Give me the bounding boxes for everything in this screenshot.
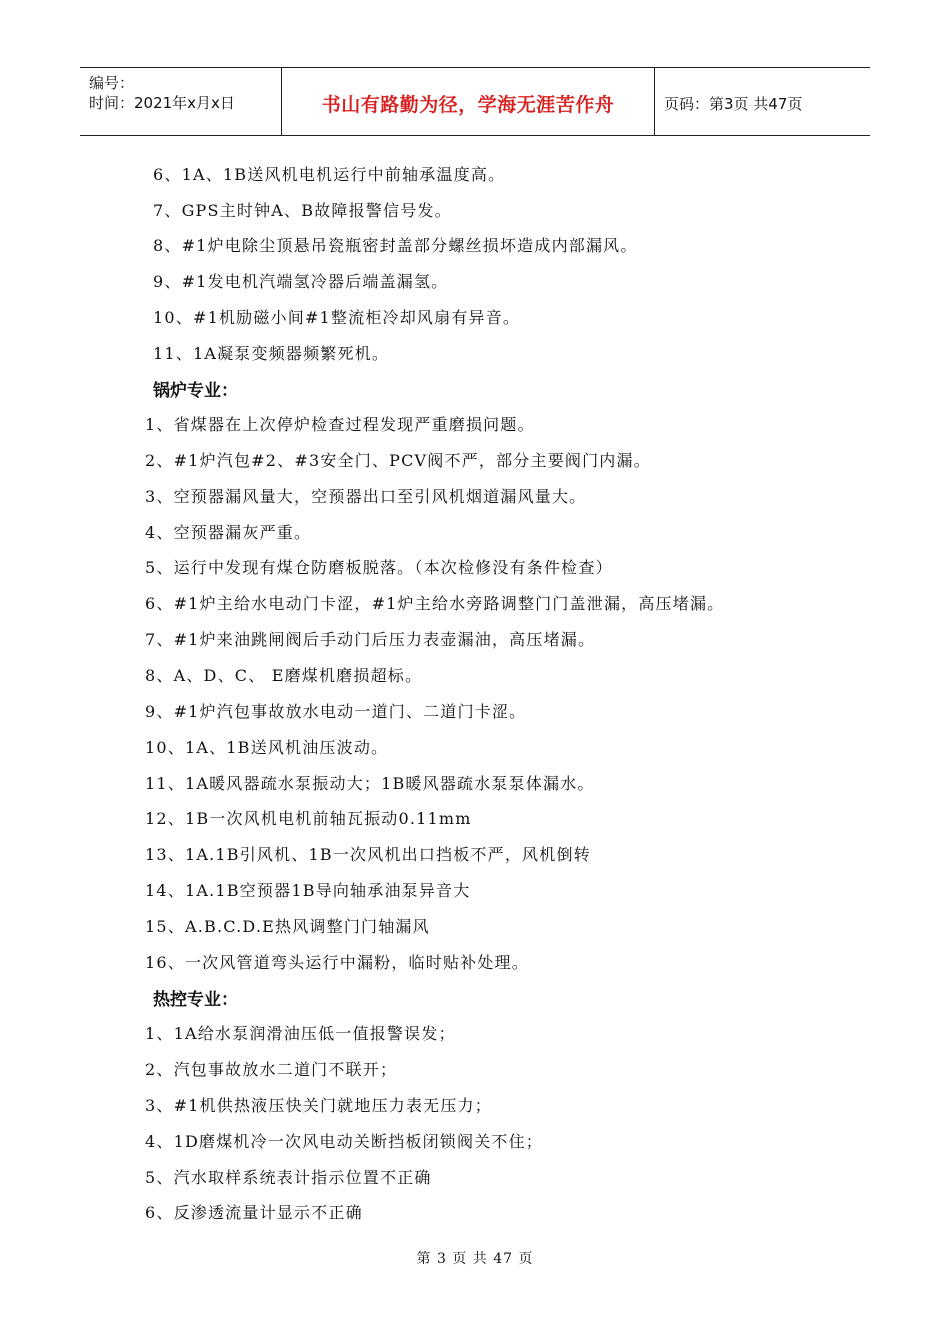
page-number-label: 页码：第3页 共47页: [664, 95, 803, 113]
list-item: 7、GPS主时钟A、B故障报警信号发。: [153, 201, 452, 220]
list-item: 7、#1炉来油跳闸阀后手动门后压力表壶漏油，高压堵漏。: [145, 630, 596, 649]
page-header: [80, 67, 870, 136]
list-item: 5、运行中发现有煤仓防磨板脱落。（本次检修没有条件检查）: [145, 558, 613, 577]
date-label: 时间：2021年x月x日: [89, 94, 235, 112]
list-item: 4、空预器漏灰严重。: [145, 523, 312, 542]
section-title-thermal: 热控专业：: [153, 990, 238, 1010]
list-item: 9、#1炉汽包事故放水电动一道门、二道门卡涩。: [145, 702, 527, 721]
list-item: 15、A.B.C.D.E热风调整门门轴漏风: [145, 917, 430, 936]
list-item: 10、1A、1B送风机油压波动。: [145, 738, 389, 757]
header-page-cell: [655, 68, 870, 135]
list-item: 2、汽包事故放水二道门不联开；: [145, 1060, 398, 1079]
list-item: 14、1A.1B空预器1B导向轴承油泵异音大: [145, 881, 471, 900]
list-item: 5、汽水取样系统表计指示位置不正确: [145, 1168, 432, 1187]
header-motto-cell: [282, 68, 655, 135]
header-info-cell: [80, 68, 282, 135]
motto-text: 书山有路勤为径，学海无涯苦作舟: [321, 94, 615, 116]
list-item: 6、#1炉主给水电动门卡涩，#1炉主给水旁路调整门门盖泄漏，高压堵漏。: [145, 594, 725, 613]
list-item: 16、一次风管道弯头运行中漏粉，临时贴补处理。: [145, 953, 529, 972]
list-item: 8、#1炉电除尘顶悬吊瓷瓶密封盖部分螺丝损坏造成内部漏风。: [153, 236, 638, 255]
list-item: 10、#1机励磁小间#1整流柜冷却风扇有异音。: [153, 308, 521, 327]
page-footer: 第 3 页 共 47 页: [416, 1251, 534, 1267]
list-item: 9、#1发电机汽端氢冷器后端盖漏氢。: [153, 272, 449, 291]
list-item: 1、省煤器在上次停炉检查过程发现严重磨损问题。: [145, 415, 535, 434]
list-item: 11、1A凝泵变频器频繁死机。: [153, 344, 390, 363]
code-label: 编号：: [89, 74, 135, 92]
list-item: 13、1A.1B引风机、1B一次风机出口挡板不严，风机倒转: [145, 845, 591, 864]
section-title-boiler: 锅炉专业：: [153, 381, 238, 401]
list-item: 4、1D磨煤机冷一次风电动关断挡板闭锁阀关不住；: [145, 1132, 543, 1151]
list-item: 6、1A、1B送风机电机运行中前轴承温度高。: [153, 165, 506, 184]
list-item: 6、反渗透流量计显示不正确: [145, 1203, 363, 1222]
list-item: 3、空预器漏风量大，空预器出口至引风机烟道漏风量大。: [145, 487, 587, 506]
list-item: 3、#1机供热液压快关门就地压力表无压力；: [145, 1096, 492, 1115]
list-item: 8、A、D、C、 E磨煤机磨损超标。: [145, 666, 423, 685]
list-item: 1、1A给水泵润滑油压低一值报警误发；: [145, 1024, 456, 1043]
list-item: 12、1B一次风机电机前轴瓦振动0.11mm: [145, 809, 472, 828]
list-item: 11、1A暖风器疏水泵振动大；1B暖风器疏水泵泵体漏水。: [145, 774, 595, 793]
list-item: 2、#1炉汽包#2、#3安全门、PCV阀不严，部分主要阀门内漏。: [145, 451, 651, 470]
